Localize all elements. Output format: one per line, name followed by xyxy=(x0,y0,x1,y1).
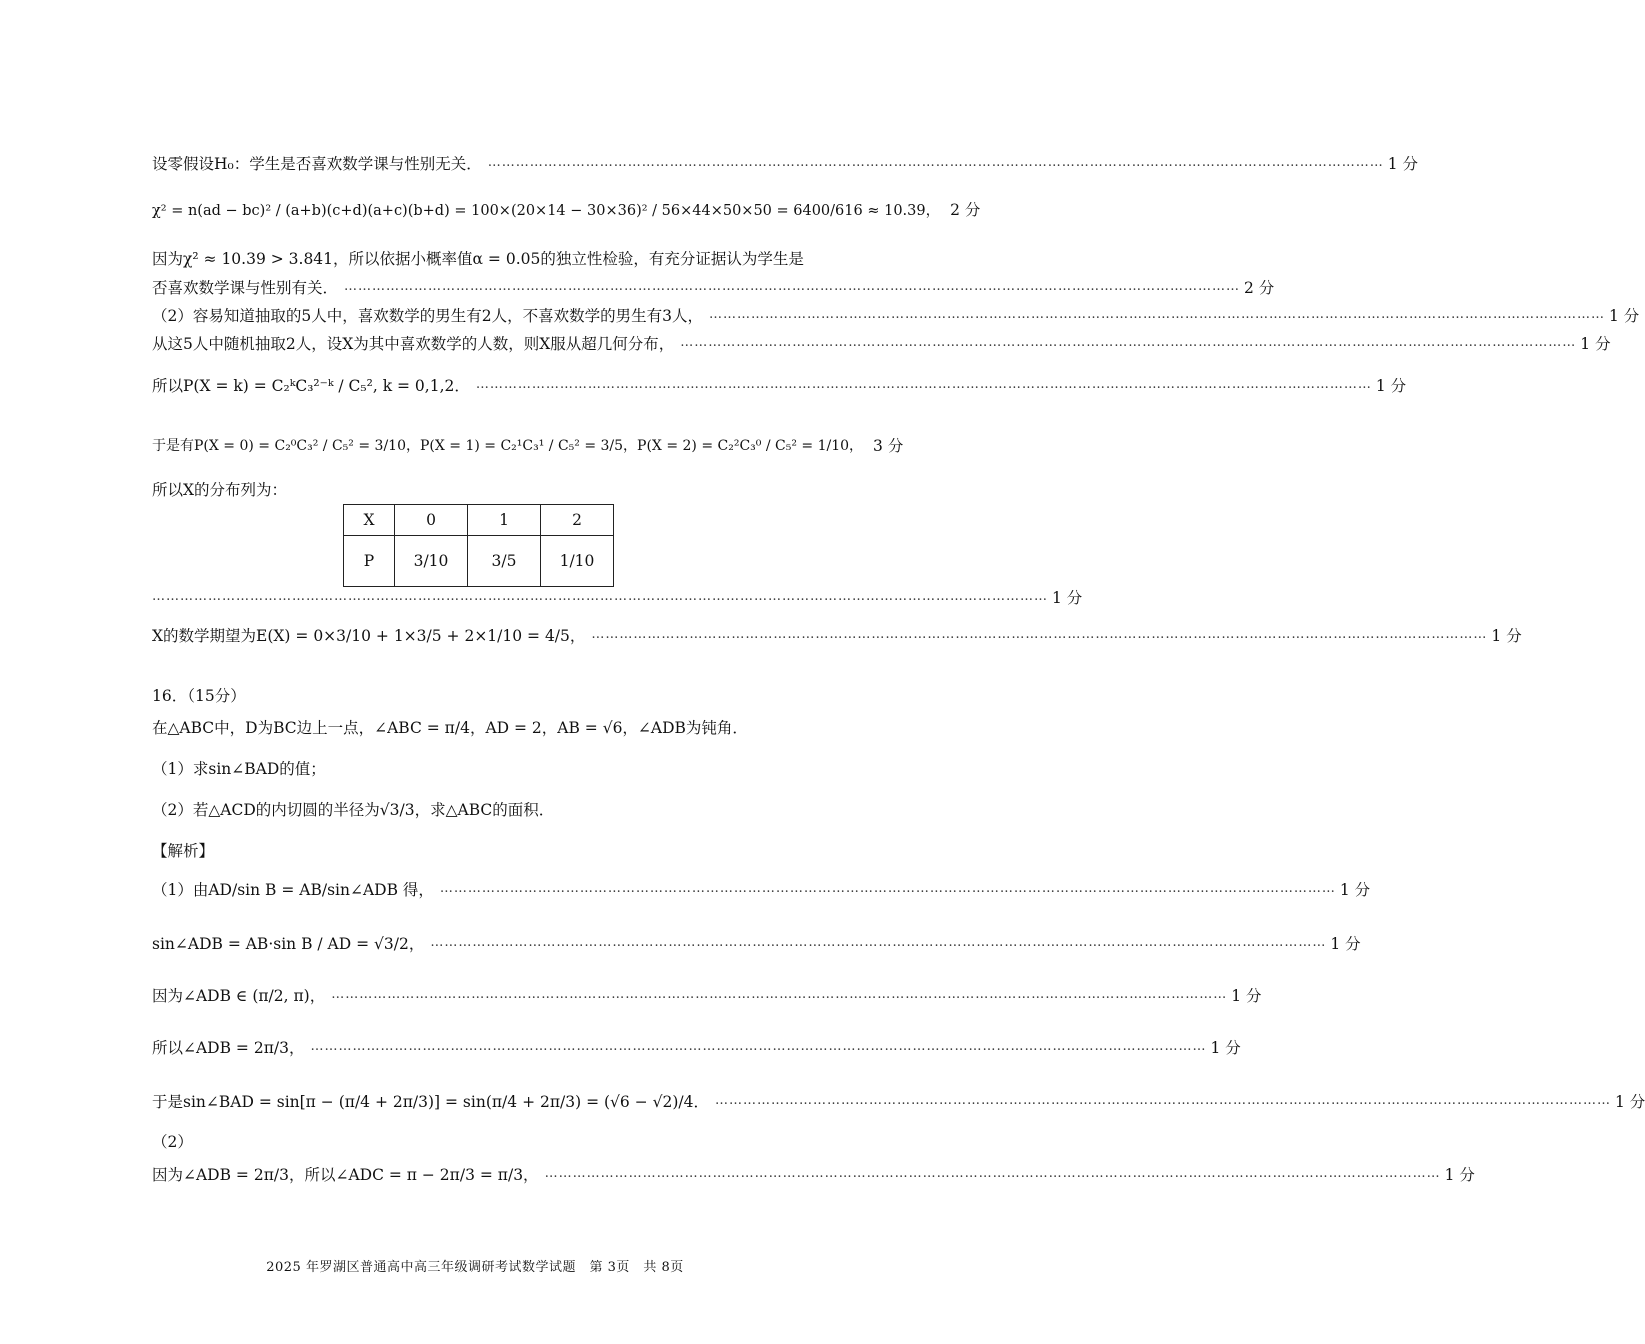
score-label: 1 分 xyxy=(1375,377,1407,395)
score-label: 1 分 xyxy=(1387,155,1419,173)
solution-line xyxy=(152,1130,804,1152)
probability-values xyxy=(152,434,904,456)
line-text: 【解析】 xyxy=(152,842,215,860)
line-text: （1）由AD/sin B = AB/sin∠ADB 得， xyxy=(152,881,434,899)
line-text: 16．（15分） xyxy=(152,687,246,705)
table-cell: P xyxy=(344,536,395,587)
solution-line xyxy=(152,247,804,269)
line-text: （2）容易知道抽取的5人中，喜欢数学的男生有2人，不喜欢数学的男生有3人， xyxy=(152,307,703,325)
table-cell: 3/5 xyxy=(468,536,541,587)
table-cell: 3/10 xyxy=(395,536,468,587)
question-part xyxy=(152,798,804,820)
solution-line xyxy=(152,304,1640,326)
solution-line xyxy=(152,276,1275,298)
score-label: 3 分 xyxy=(873,437,904,455)
line-text: （2）若△ACD的内切圆的半径为√3/3，求△ABC的面积． xyxy=(152,801,555,819)
page-footer: 2025 年罗湖区普通高中高三年级调研考试数学试题 第 3页 共 8页 xyxy=(266,1260,684,1275)
leader-dots xyxy=(331,987,1227,1003)
leader-dots xyxy=(430,935,1326,951)
table-cell: 2 xyxy=(541,505,614,536)
leader-dots xyxy=(680,335,1576,351)
solution-line xyxy=(152,1036,1241,1058)
line-text: X的数学期望为E(X) = 0×3/10 + 1×3/5 + 2×1/10 = 4/5， xyxy=(152,627,586,645)
leader-dots xyxy=(591,627,1487,643)
table-cell: 1/10 xyxy=(541,536,614,587)
solution-line xyxy=(152,1090,1645,1112)
table-row xyxy=(344,505,614,536)
solution-line xyxy=(152,984,1262,1006)
leader-dots xyxy=(488,155,1384,171)
question-part xyxy=(152,757,804,779)
table-cell: 0 xyxy=(395,505,468,536)
line-text: 所以∠ADB = 2π/3， xyxy=(152,1039,305,1057)
line-text: （1）求sin∠BAD的值； xyxy=(152,760,326,778)
expectation-line xyxy=(152,624,1522,646)
leader-dots xyxy=(709,307,1605,323)
table-row xyxy=(344,536,614,587)
chi-square-formula xyxy=(152,198,981,220)
line-text: 设零假设H₀：学生是否喜欢数学课与性别无关． xyxy=(152,155,482,173)
line-text: χ² = n(ad − bc)² / (a+b)(c+d)(a+c)(b+d) = 100×(20×14 − 30×36)² / 56×44×50×50 = 6400/616 ≈ 10.39， xyxy=(152,202,941,219)
score-label: 1 分 xyxy=(1491,627,1522,645)
score-label: 1 分 xyxy=(1231,987,1262,1005)
score-label: 1 分 xyxy=(1444,1166,1475,1184)
leader-dots xyxy=(310,1039,1206,1055)
line-text: 因为χ² ≈ 10.39 > 3.841，所以依据小概率值α = 0.05的独立性检验，有充分证据认为学生是 xyxy=(152,250,804,268)
solution-line xyxy=(152,1163,1475,1185)
solution-line xyxy=(152,932,1361,954)
score-label: 1 分 xyxy=(1615,1093,1645,1111)
line-text: （2） xyxy=(152,1133,193,1151)
leader-dots xyxy=(715,1093,1611,1109)
line-text: 从这5人中随机抽取2人，设X为其中喜欢数学的人数，则X服从超几何分布， xyxy=(152,335,675,353)
score-label: 1 分 xyxy=(1580,335,1611,353)
question-header xyxy=(152,684,804,706)
line-text: 于是sin∠BAD = sin[π − (π/4 + 2π/3)] = sin(π/4 + 2π/3) = (√6 − √2)/4． xyxy=(152,1093,710,1111)
score-label: 2 分 xyxy=(950,201,981,219)
leader-dots xyxy=(344,279,1240,295)
leader-dots xyxy=(545,1166,1441,1182)
score-label: 1 分 xyxy=(1330,935,1361,953)
analysis-heading xyxy=(152,839,804,861)
line-text: sin∠ADB = AB·sin B / AD = √3/2， xyxy=(152,935,425,953)
distribution-formula xyxy=(152,374,1407,396)
table-cell: X xyxy=(344,505,395,536)
leader-dots xyxy=(476,377,1372,393)
leader-dots xyxy=(152,589,1048,605)
score-label: 1 分 xyxy=(1210,1039,1241,1057)
line-text: 于是有P(X = 0) = C₂⁰C₃² / C₅² = 3/10，P(X = 1) = C₂¹C₃¹ / C₅² = 3/5，P(X = 2) = C₂²C₃⁰ / C₅² = 1/10， xyxy=(152,438,864,454)
score-label: 2 分 xyxy=(1244,279,1275,297)
solution-line xyxy=(152,152,1419,174)
distribution-table xyxy=(343,504,614,587)
line-text: 所以P(X = k) = C₂ᵏC₃²⁻ᵏ / C₅², k = 0,1,2． xyxy=(152,377,470,395)
score-label: 1 分 xyxy=(1608,307,1640,325)
table-cell: 1 xyxy=(468,505,541,536)
solution-line xyxy=(152,332,1611,354)
line-text: 在△ABC中，D为BC边上一点，∠ABC = π/4，AD = 2，AB = √6，∠ADB为钝角． xyxy=(152,719,748,737)
solution-line xyxy=(152,478,804,500)
solution-line xyxy=(152,878,1371,900)
score-label: 1 分 xyxy=(1339,881,1371,899)
score-label: 1 分 xyxy=(1052,589,1083,607)
line-text: 所以X的分布列为： xyxy=(152,481,288,499)
solution-line xyxy=(152,586,1083,608)
question-stem xyxy=(152,716,804,738)
line-text: 否喜欢数学课与性别有关． xyxy=(152,279,339,297)
line-text: 因为∠ADB ∈ (π/2, π)， xyxy=(152,987,326,1005)
leader-dots xyxy=(440,881,1336,897)
line-text: 因为∠ADB = 2π/3，所以∠ADC = π − 2π/3 = π/3， xyxy=(152,1166,539,1184)
